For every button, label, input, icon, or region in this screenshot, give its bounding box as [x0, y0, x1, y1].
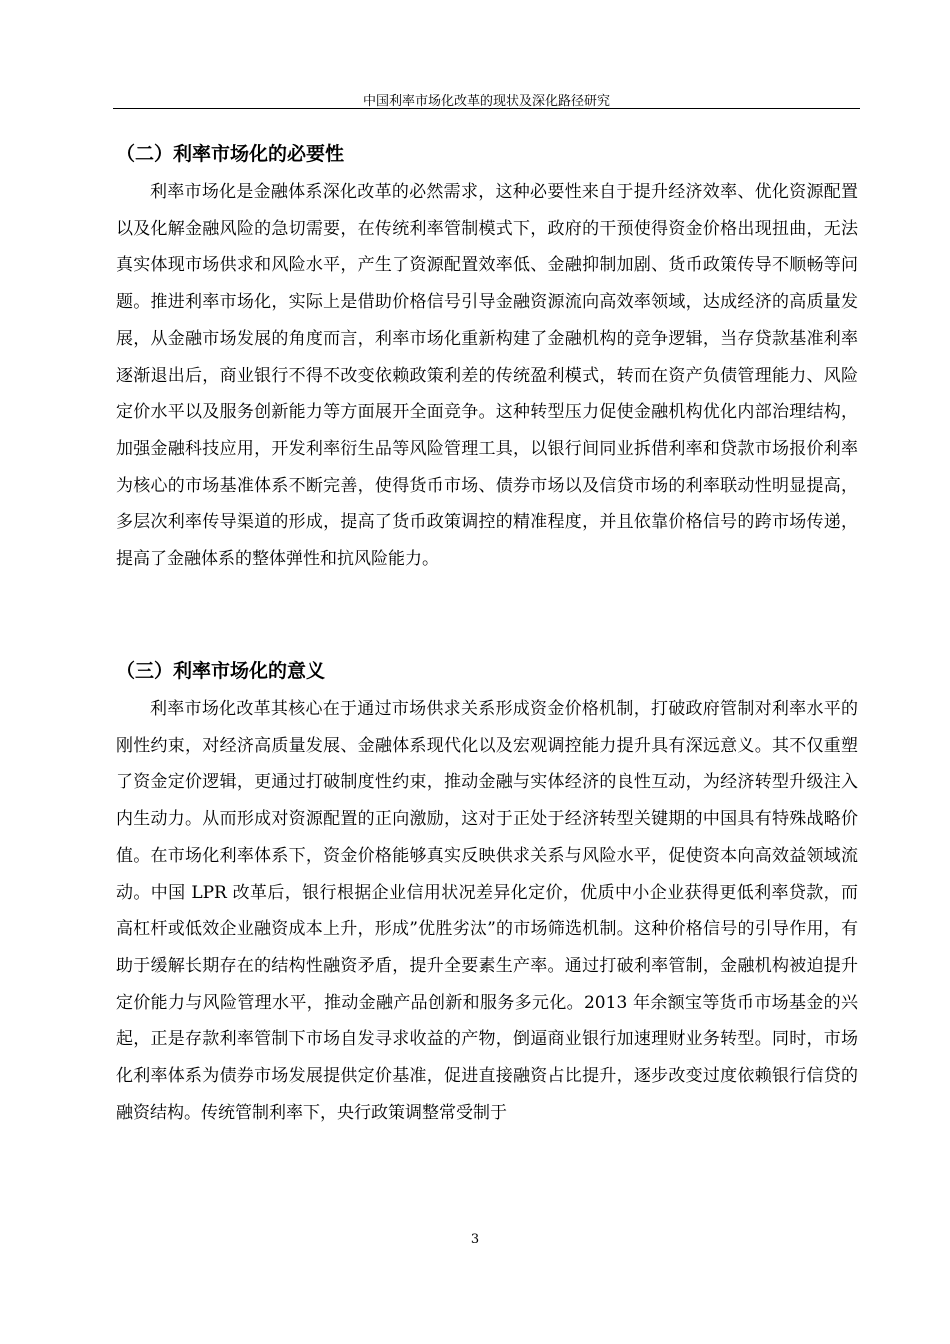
section-heading-significance: （三）利率市场化的意义 — [116, 660, 326, 682]
paragraph-significance: 利率市场化改革其核心在于通过市场供求关系形成资金价格机制，打破政府管制对利率水平的刚性约束，对经济高质量发展、金融体系现代化以及宏观调控能力提升具有深远意义。其不仅重塑了资金定价逻辑，更通过打破制度性约束，推动金融与实体经济的良性互动，为经济转型升级注入内生动力。从而形成对资源配置的正向激励，这对于正处于经济转型关键期的中国具有特殊战略价值。在市场化利率体系下，资金价格能够真实反映供求关系与风险水平，促使资本向高效益领域流动。中国 LPR 改革后，银行根据企业信用状况差异化定价，优质中小企业获得更低利率贷款，而高杠杆或低效企业融资成本上升，形成”优胜劣汰”的市场筛选机制。这种价格信号的引导作用，有助于缓解长期存在的结构性融资矛盾，提升全要素生产率。通过打破利率管制，金融机构被迫提升定价能力与风险管理水平，推动金融产品创新和服务多元化。2013 年余额宝等货币市场基金的兴起，正是存款利率管制下市场自发寻求收益的产物，倒逼商业银行加速理财业务转型。同时，市场化利率体系为债券市场发展提供定价基准，促进直接融资占比提升，逐步改变过度依赖银行信贷的融资结构。传统管制利率下，央行政策调整常受制于 — [116, 699, 858, 1123]
section-heading-necessity: （二）利率市场化的必要性 — [116, 143, 345, 165]
header-divider — [113, 108, 860, 109]
running-header: 中国利率市场化改革的现状及深化路径研究 — [362, 94, 610, 109]
paragraph-necessity: 利率市场化是金融体系深化改革的必然需求，这种必要性来自于提升经济效率、优化资源配置以及化解金融风险的急切需要，在传统利率管制模式下，政府的干预使得资金价格出现扭曲，无法真实体现市场供求和风险水平，产生了资源配置效率低、金融抑制加剧、货币政策传导不顺畅等问题。推进利率市场化，实际上是借助价格信号引导金融资源流向高效率领域，达成经济的高质量发展，从金融市场发展的角度而言，利率市场化重新构建了金融机构的竞争逻辑，当存贷款基准利率逐渐退出后，商业银行不得不改变依赖政策利差的传统盈利模式，转而在资产负债管理能力、风险定价水平以及服务创新能力等方面展开全面竞争。这种转型压力促使金融机构优化内部治理结构，加强金融科技应用，开发利率衍生品等风险管理工具，以银行间同业拆借利率和贷款市场报价利率为核心的市场基准体系不断完善，使得货币市场、债券市场以及信贷市场的利率联动性明显提高，多层次利率传导渠道的形成，提高了货币政策调控的精准程度，并且依靠价格信号的跨市场传递，提高了金融体系的整体弹性和抗风险能力。 — [116, 182, 858, 570]
page-number: 3 — [470, 1232, 480, 1247]
